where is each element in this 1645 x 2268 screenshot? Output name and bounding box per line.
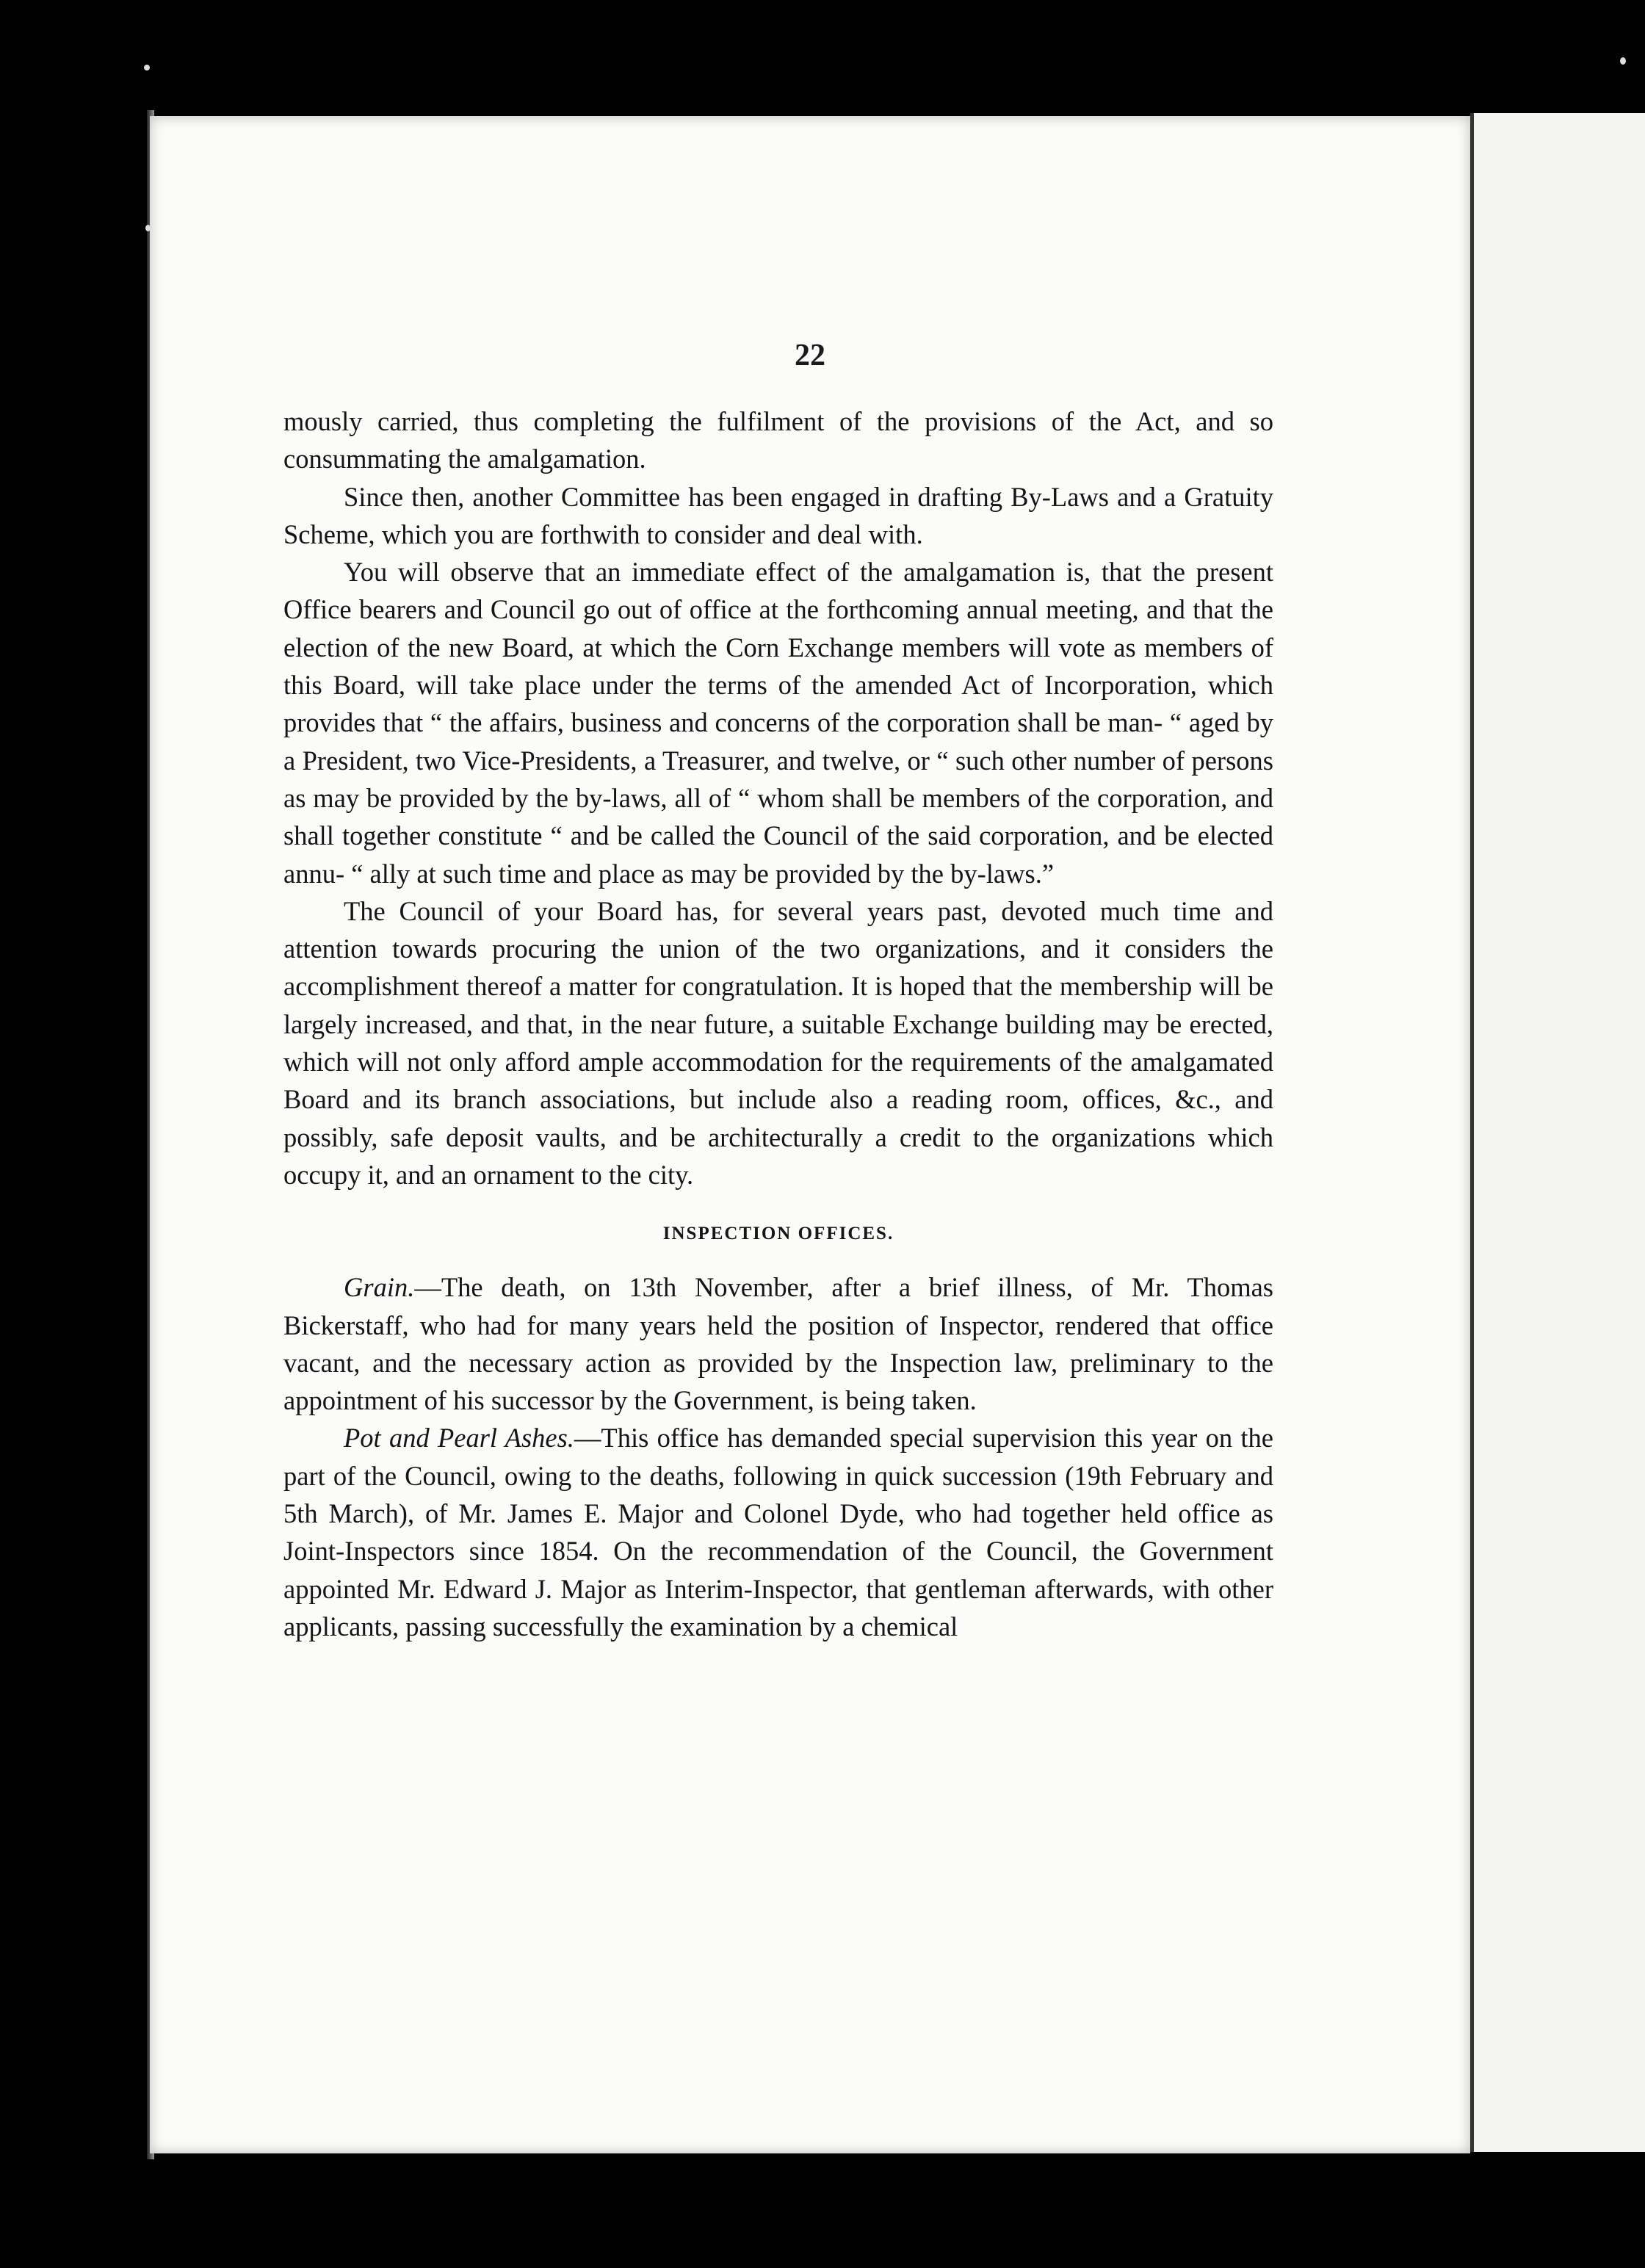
body-text (283, 402, 1273, 1645)
dust-speck (1620, 57, 1626, 65)
paragraph: You will observe that an immediate effect of the amalgamation is, that the present Office bearers and Council go out of office at the forthcoming annual meeting, and that the election of the new Board, at which the Corn Exchange members will vote as members of this Board, will take place under the terms of the amended Act of Incorporation, which provides that “ the affairs, business and concerns of the corporation shall be man- “ aged by a President, two Vice-Presidents, a Treasurer, and twelve, or “ such other number of persons as may be provided by the by-laws, all of “ whom shall be members of the corporation, and shall together constitute “ and be called the Council of the said corporation, and be elected annu- “ ally at such time and place as may be provided by the by-laws.” (283, 557, 1273, 889)
paragraph (283, 1419, 1273, 1645)
paragraph-text: —This office has demanded special supervision this year on the part of the Council, owing to the deaths, following in quick succession (19th February and 5th March), of Mr. James E. Major and Colonel Dyde, who had together held office as Joint-Inspectors since 1854. On the recommendation of the Council, the Government appointed Mr. Edward J. Major as Interim-Inspector, that gentleman afterwards, with other applicants, passing successfully the examination by a chemical (283, 1423, 1273, 1642)
paragraph: mously carried, thus completing the fulfilment of the provisions of the Act, and so consummating the amalgamation. (283, 406, 1273, 474)
paragraph: Since then, another Committee has been engaged in drafting By-Laws and a Gratuity Scheme, which you are forthwith to consider and deal with. (283, 481, 1273, 549)
facing-page-edge (1470, 113, 1645, 2152)
paragraph-text: —The death, on 13th November, after a brief illness, of Mr. Thomas Bickerstaff, who had for many years held the position of Inspector, rendered that office vacant, and the necessary action as provided by the Inspection law, preliminary to the appointment of his successor by the Government, is being taken. (283, 1272, 1273, 1416)
document-page (150, 116, 1470, 2153)
paragraph-lead: Grain. (344, 1272, 415, 1303)
paragraph-lead: Pot and Pearl Ashes. (344, 1423, 574, 1453)
section-heading: INSPECTION OFFICES. (662, 1224, 894, 1244)
page-number: 22 (795, 339, 825, 372)
paragraph: The Council of your Board has, for several years past, devoted much time and attention towards procuring the union of the two organizations, and it considers the accomplishment thereof a matter for congratulation. It is hoped that the membership will be largely increased, and that, in the near future, a suitable Exchange building may be erected, which will not only afford ample accommodation for the requirements of the amalgamated Board and its branch associations, but include also a reading room, offices, &c., and possibly, safe deposit vaults, and be architecturally a credit to the organizations which occupy it, and an ornament to the city. (283, 895, 1273, 1190)
paragraph (283, 1268, 1273, 1419)
dust-speck (144, 65, 150, 71)
